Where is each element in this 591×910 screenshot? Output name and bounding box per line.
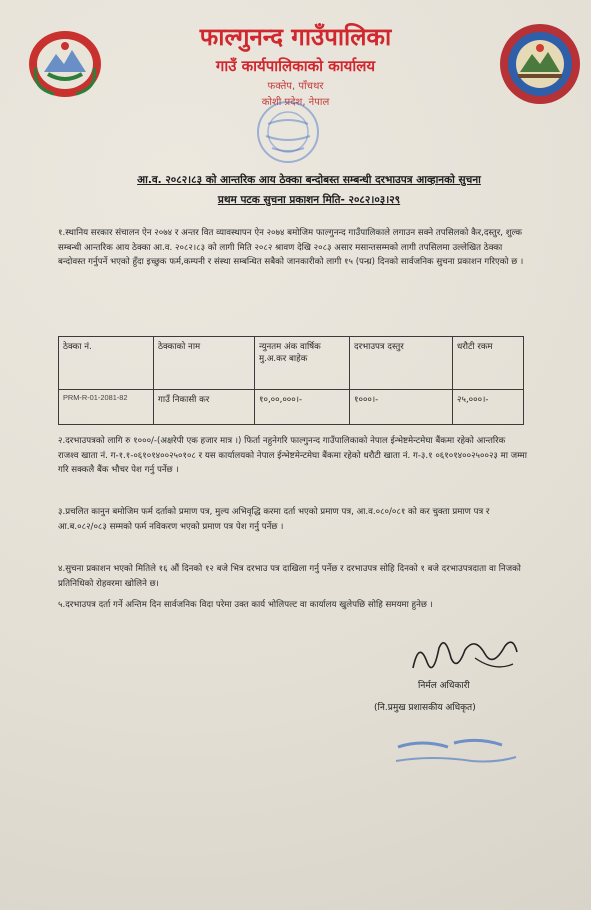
notice-title: आ.व. २०८२।८३ को आन्तरिक आय ठेक्का बन्दोबस्त सम्बन्धी दरभाउपत्र आव्हानको सुचना <box>137 174 481 186</box>
header-contract-name: ठेक्काको नाम <box>154 337 255 390</box>
address-line-1: फक्तेप, पाँचथर <box>267 81 324 92</box>
cell-contract-name: गाउँ निकासी कर <box>154 390 255 425</box>
office-stamp-icon <box>248 96 328 168</box>
cell-min-amount: १०,००,०००।- <box>255 390 350 425</box>
header-min-amount: न्युनतम अंक वार्षिक मु.अ.कर बाहेक <box>255 337 350 390</box>
name-stamp-icon <box>392 733 522 773</box>
header-bid-fee: दरभाउपत्र दस्तुर <box>350 337 453 390</box>
table-header-row <box>59 337 524 390</box>
paragraph-1: १.स्थानिय सरकार संचालन ऐन २०७४ र अन्तर वित व्यावस्थापन ऐन २०७४ बमोजिम फाल्गुनन्द गाउँपालिकाले लगाउन सक्ने तपसिलको कैर,दस्तुर, शुल्क सम्बन्धी आन्तरिक आय ठेक्का आ.व. २०८२।८३ को लागी मिति २०८२ श्रावण देखि २०८३ असार मसान्तसम्मको लागी तपसिलमा उल्लेखित ठेक्का बन्दोवस्त गर्नुपर्ने भएको हुँदा इच्छुक फर्म,कम्पनी र संस्था सम्बन्धित सबैको जानकारीको लागी १५ (पन्ध्र) दिनको सार्वजनिक सुचना प्रकाशन गरिएको छ । <box>58 228 524 268</box>
cell-contract-no: PRM-R-01-2081-82 <box>59 390 154 425</box>
paragraph-5: ५.दरभाउपत्र दर्ता गर्ने अन्तिम दिन सार्वजनिक विदा परेमा उक्त कार्य भोलिपल्ट वा कार्यालय खुलेपछि सोहि समयमा हुनेछ । <box>58 600 433 610</box>
office-name: गाउँ कार्यपालिकाको कार्यालय <box>215 57 376 75</box>
cell-deposit: २५,०००।- <box>453 390 524 425</box>
signatory-post: (नि.प्रमुख प्रशासकीय अधिकृत) <box>374 703 476 713</box>
header-contract-no: ठेक्का नं. <box>59 337 154 390</box>
address-line-2: कोशी प्रदेश, नेपाल <box>261 97 330 108</box>
paragraph-2: २.दरभाउपत्रको लागि रु १०००/-(अक्षरेपी एक हजार मात्र ।) फिर्ता नहुनेगरि फाल्गुनन्द गाउँपालिकाको नेपाल ईन्भेष्टमेन्टमेघा बैंकमा रहेको आन्तरिक राजश्व खाता नं. ग-१.१-०६१०१४००२५०१०८ र यस कार्यालयको नेपाल ईन्भेष्टमेन्टमेघा बैंकमा रहेको धरौटी खाता नं. ग-३.१ ०६१०१४००२५००२३ मा जम्मा गरि सक्कलै बैंक भौचर पेश गर्नु पर्नेछ । <box>58 436 528 476</box>
paragraph-4: ४.सुचना प्रकाशन भएको मितिले १६ औं दिनको १२ बजे भित्र दरभाउ पत्र दाखिला गर्नु पर्नेछ र दरभाउपत्र सोहि दिनको १ बजे दरभाउपत्रदाता वा निजको प्रतिनिधिको रोहवरमा खोलिने छ। <box>58 564 521 589</box>
notice-subtitle: प्रथम पटक सुचना प्रकाशन मिति- २०८२।०३।२९ <box>217 194 401 206</box>
header-deposit: धरौटी रकम <box>453 337 524 390</box>
table-row <box>59 390 524 425</box>
contract-table <box>58 336 524 425</box>
cell-bid-fee: १०००।- <box>350 390 453 425</box>
signatory-name: निर्मल अधिकारी <box>418 681 470 691</box>
paragraph-3: ३.प्रचलित कानुन बमोजिम फर्म दर्ताको प्रमाण पत्र, मुल्य अभिवृद्धि करमा दर्ता भएको प्रमाण पत्र, आ.व.०८०/०८१ को कर चुक्ता प्रमाण पत्र र आ.ब.०८२/०८३ सम्मको फर्म नविकरण भएको प्रमाण पत्र पेश गर्नु पर्नेछ । <box>58 507 490 532</box>
municipality-name: फाल्गुनन्द गाउँपालिका <box>199 23 392 51</box>
